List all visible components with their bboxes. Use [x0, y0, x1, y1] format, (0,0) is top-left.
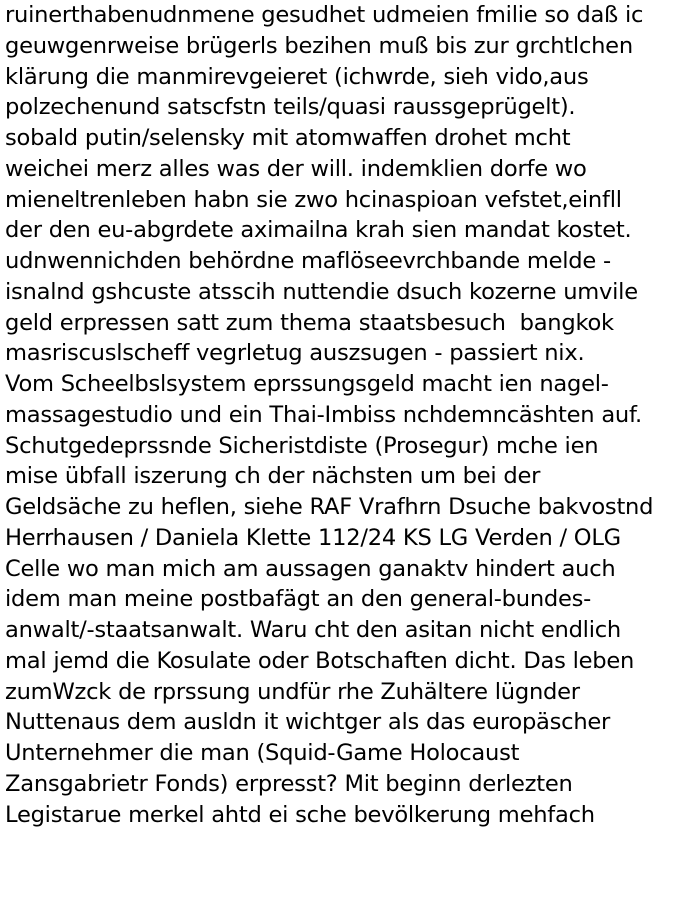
text-line: masriscuslscheff vegrletug auszsugen - passiert nix.	[5, 340, 585, 367]
text-line: Legistarue merkel ahtd ei sche bevölkerung mehfach	[5, 801, 595, 828]
text-line: Geldsäche zu heflen, siehe RAF Vrafhrn Dsuche bakvostnd	[5, 494, 654, 520]
text-line: mal jemd die Kosulate oder Botschaften dicht. Das leben	[5, 647, 635, 674]
text-line: massagestudio und ein Thai-Imbiss nchdemncäshten auf.	[5, 401, 642, 428]
text-line: udnwennichden behördne maflöseevrchbande melde -	[5, 248, 611, 274]
text-line: geuwgenrweise brügerls bezihen muß bis zur grchtlchen	[5, 32, 633, 59]
text-line: mieneltrenleben habn sie zwo hcinaspioan vefstet,einfll	[5, 186, 622, 213]
text-line: Zansgabrietr Fonds) erpresst? Mit beginn derlezten	[5, 770, 573, 797]
text-line: Nuttenaus dem ausldn it wichtger als das europäscher	[5, 709, 611, 736]
text-line: sobald putin/selensky mit atomwaffen drohet mcht	[5, 125, 571, 151]
text-line: zumWzck de rprssung undfür rhe Zuhältere lügnder	[5, 678, 580, 705]
text-line: klärung die manmirevgeieret (ichwrde, sieh vido,aus	[5, 63, 589, 90]
text-line: isnalnd gshcuste atsscih nuttendie dsuch kozerne umvile	[5, 278, 638, 305]
text-line: weichei merz alles was der will. indemklien dorfe wo	[5, 155, 587, 182]
text-line: polzechenund satscfstn teils/quasi raussgeprügelt).	[5, 94, 576, 121]
text-line: mise übfall iszerung ch der nächsten um bei der	[5, 463, 541, 490]
text-line: anwalt/-staatsanwalt. Waru cht den asitan nicht endlich	[5, 617, 621, 643]
text-line: ruinerthabenudnmene gesudhet udmeien fmilie so daß ic	[5, 2, 644, 28]
text-line: idem man meine postbafägt an den general-bundes-	[5, 586, 592, 613]
text-line: geld erpressen satt zum thema staatsbesuch bangkok	[5, 309, 614, 336]
text-line: Herrhausen / Daniela Klette 112/24 KS LG Verden / OLG	[5, 524, 621, 551]
text-line: Vom Scheelbslsystem eprssungsgeld macht ien nagel-	[5, 371, 609, 397]
text-line: der den eu-abgrdete aximailna krah sien mandat kostet.	[5, 217, 632, 244]
body-text	[5, 0, 681, 830]
text-line: Unternehmer die man (Squid-Game Holocaust	[5, 740, 520, 766]
text-line: Celle wo man mich am aussagen ganaktv hindert auch	[5, 555, 616, 582]
text-line: Schutgedeprssnde Sicheristdiste (Prosegur) mche ien	[5, 432, 599, 459]
